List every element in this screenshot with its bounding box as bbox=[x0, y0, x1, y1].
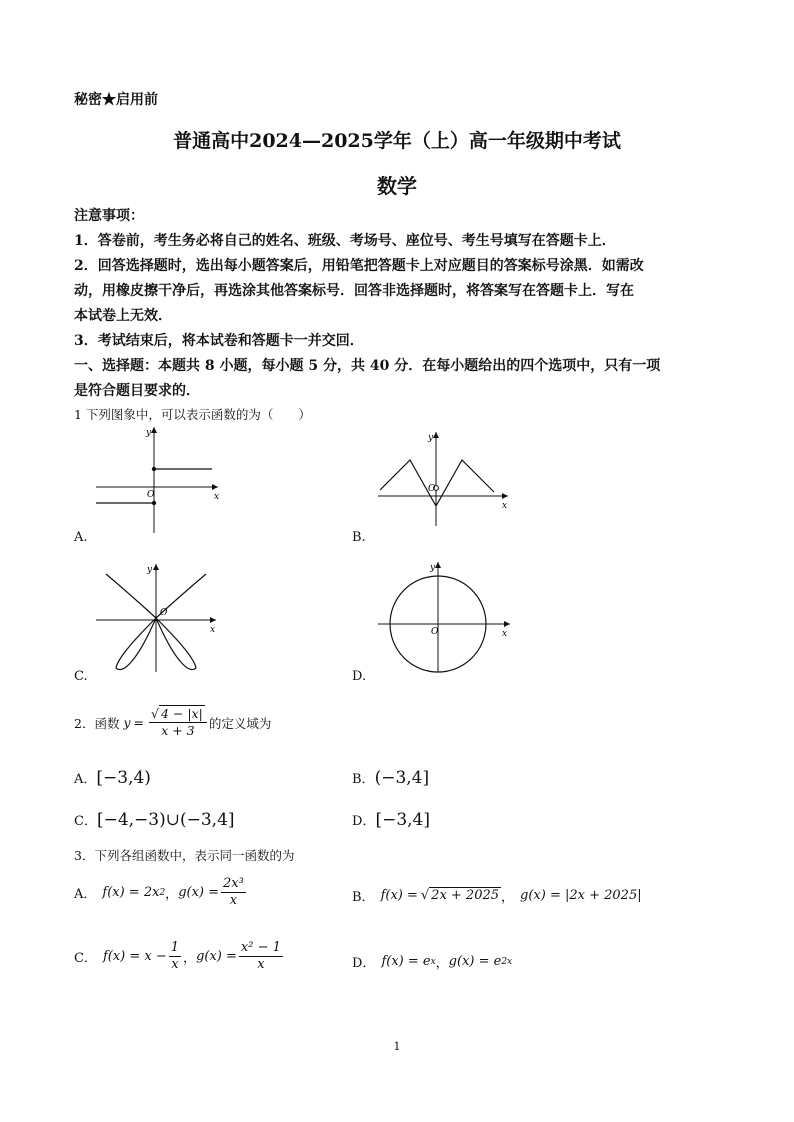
exam-title: 普通高中2024—2025学年（上）高一年级期中考试 bbox=[173, 130, 621, 152]
q2-option-c: C．[−4,−3)∪(−3,4] bbox=[74, 810, 235, 830]
note-2-line-1: 2．回答选择题时，选出每小题答案后，用铅笔把答题卡上对应题目的答案标号涂黑．如需改 bbox=[74, 258, 644, 274]
q2-fraction bbox=[149, 706, 207, 739]
q2-y: y bbox=[123, 715, 131, 730]
notes-block bbox=[74, 204, 724, 404]
subject-title: 数学 bbox=[377, 174, 417, 198]
axis-y-label: y bbox=[430, 563, 436, 573]
q2-numerator: √ 4 − |x| bbox=[149, 706, 207, 723]
q2-denominator: x + 3 bbox=[161, 723, 195, 738]
confidential-mark: 秘密★启用前 bbox=[74, 92, 158, 108]
q1-stem: 1 下列图象中，可以表示函数的为（ ） bbox=[74, 407, 311, 422]
q2-stem bbox=[74, 706, 271, 739]
note-2-line-2: 动，用橡皮擦干净后，再选涂其他答案标号．回答非选择题时，将答案写在答题卡上．写在 bbox=[74, 283, 634, 299]
q3-option-a: A． f(x) = 2x 2 ， g(x) = $\frac{\text{2x³}}{x}$ bbox=[74, 876, 244, 908]
note-2-line-3: 本试卷上无效． bbox=[74, 308, 172, 324]
q3-option-b: B． f(x) = √ 2x + 2025 ， g(x) = |2x + 2025| bbox=[352, 888, 642, 905]
q2-eq: = bbox=[133, 715, 144, 730]
origin-label: O bbox=[160, 608, 168, 618]
q2-option-b: B．(−3,4] bbox=[352, 768, 430, 788]
notes-heading: 注意事项： bbox=[74, 208, 144, 224]
q1-graph-d bbox=[376, 558, 514, 673]
axis-y-label: y bbox=[147, 565, 153, 575]
q3-a-fraction: $\frac{\text{2x³}}{x}$ bbox=[223, 876, 244, 908]
q2-prefix: 2．函数 bbox=[74, 715, 120, 731]
q2-option-d: D．[−3,4] bbox=[352, 810, 430, 830]
axis-y-label: y bbox=[146, 428, 152, 438]
q1-label-a: A. bbox=[74, 530, 88, 545]
page-number: 1 bbox=[393, 1040, 401, 1053]
axis-x-label: x bbox=[502, 501, 508, 511]
q2-option-a: A．[−3,4) bbox=[74, 768, 151, 788]
origin-label: O bbox=[147, 490, 155, 500]
q3-c-f-fraction: $\frac{1}{x}$ bbox=[170, 940, 180, 972]
q3-option-d: D． f(x) = e x ， g(x) = e 2x bbox=[352, 954, 513, 971]
q1-label-c: C. bbox=[74, 669, 88, 684]
origin-label: O bbox=[428, 484, 436, 494]
q1-graph-c bbox=[92, 560, 222, 675]
axis-x-label: x bbox=[210, 625, 216, 635]
q1-label-d: D. bbox=[352, 669, 367, 684]
section-heading-line-1: 一、选择题：本题共 8 小题，每小题 5 分，共 40 分．在每小题给出的四个选项中，只有一项 bbox=[74, 358, 661, 374]
note-3: 3．考试结束后，将本试卷和答题卡一并交回． bbox=[74, 333, 364, 349]
q1-label-b: B. bbox=[352, 530, 366, 545]
axis-x-label: x bbox=[502, 629, 508, 639]
q3-stem: 3．下列各组函数中，表示同一函数的为 bbox=[74, 848, 295, 863]
axis-x-label: x bbox=[214, 492, 220, 502]
q1-graph-b bbox=[376, 428, 514, 528]
q3-option-c: C． f(x) = x − $\frac{1}{x}$ ， g(x) = $\frac{\text{x² − 1}}{x}$ bbox=[74, 940, 281, 972]
note-1: 1．答卷前，考生务必将自己的姓名、班级、考场号、座位号、考生号填写在答题卡上． bbox=[74, 233, 616, 249]
section-heading-line-2: 是符合题目要求的． bbox=[74, 383, 200, 399]
origin-label: O bbox=[431, 627, 439, 637]
q1-graph-a bbox=[92, 423, 222, 535]
q2-suffix: 的定义域为 bbox=[208, 715, 272, 731]
axis-y-label: y bbox=[428, 433, 434, 443]
q3-c-g-fraction: $\frac{\text{x² − 1}}{x}$ bbox=[240, 940, 281, 972]
